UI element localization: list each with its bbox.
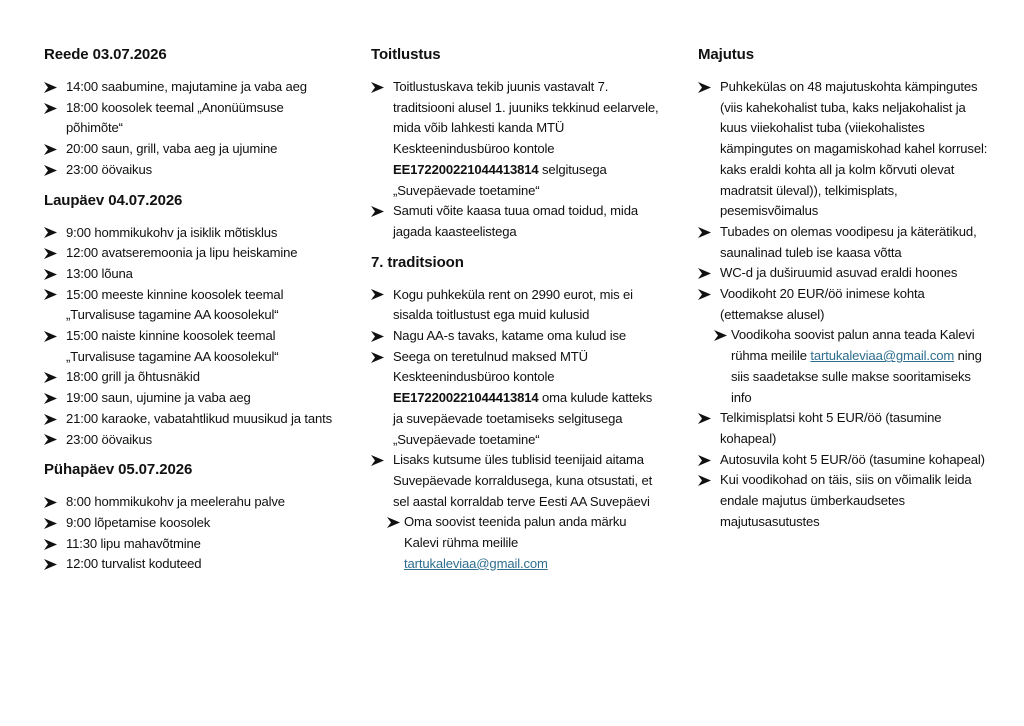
accommodation-list (698, 77, 988, 325)
catering-title: Toitlustus (371, 46, 441, 63)
day-title-sunday: Pühapäev 05.07.2026 (44, 461, 193, 479)
list-item: 8:00 hommikukohv ja meelerahu palve (44, 492, 334, 513)
tradition-sublist (387, 512, 661, 574)
list-item: Lisaks kutsume üles tublisid teenijaid aitama Suvepäevade korraldusega, kuna otsustati, et sel aastal korraldab terve Eesti AA Suvepäevi (371, 450, 661, 512)
arrowhead-bullet-icon (714, 325, 728, 346)
list-item: 20:00 saun, grill, vaba aeg ja ujumine (44, 139, 334, 160)
email-link[interactable]: tartukaleviaa@gmail.com (810, 348, 955, 364)
list-item: 23:00 öövaikus (44, 430, 334, 451)
list-item: Voodikoha soovist palun anna teada Kalevi rühma meilile tartukaleviaa@gmail.com ning siis saadetakse sulle makse sooritamiseks info (714, 325, 988, 408)
arrowhead-bullet-icon (698, 222, 712, 243)
arrowhead-bullet-icon (698, 284, 712, 305)
arrowhead-bullet-icon (44, 367, 58, 388)
day-title-saturday: Laupäev 04.07.2026 (44, 191, 183, 209)
arrowhead-bullet-icon (698, 450, 712, 471)
list-item: 18:00 grill ja õhtusnäkid (44, 367, 334, 388)
list-item: 11:30 lipu mahavõtmine (44, 534, 334, 555)
list-item: 15:00 naiste kinnine koosolek teemal „Turvalisuse tagamine AA koosolekul“ (44, 326, 334, 367)
arrowhead-bullet-icon (44, 243, 58, 264)
arrowhead-bullet-icon (44, 77, 58, 98)
list-item: 18:00 koosolek teemal „Anonüümsuse põhimõte“ (44, 98, 334, 139)
friday-schedule-list (44, 77, 334, 181)
arrowhead-bullet-icon (371, 77, 385, 98)
list-item: 21:00 karaoke, vabatahtlikud muusikud ja tants (44, 409, 334, 430)
bank-account-number: EE172200221044413814 (393, 390, 539, 406)
arrowhead-bullet-icon (44, 534, 58, 555)
arrowhead-bullet-icon (44, 409, 58, 430)
list-item: Puhkekülas on 48 majutuskohta kämpingutes (viis kahekohalist tuba, kaks neljakohalist ja kuus viiekohalist tuba (viiekohalistes kämpingutes on magamiskohad kahel korrusel: kaks eraldi kohta all ja kolm kõrvuti olevat madratsit üleval)), telkimisplats, pesemisvõimalus (698, 77, 988, 222)
tradition-list (371, 285, 661, 513)
list-item: Tubades on olemas voodipesu ja käterätikud, saunalinad tuleb ise kaasa võtta (698, 222, 988, 263)
arrowhead-bullet-icon (371, 201, 385, 222)
arrowhead-bullet-icon (44, 160, 58, 181)
arrowhead-bullet-icon (698, 470, 712, 491)
arrowhead-bullet-icon (44, 264, 58, 285)
list-item: Toitlustuskava tekib juunis vastavalt 7. traditsiooni alusel 1. juuniks tekkinud eelarvele, mida võib lahkesti kanda MTÜ Keskteenindusbüroo kontole EE172200221044413814 selgitusega „Suvepäevade toetamine“ (371, 77, 661, 201)
arrowhead-bullet-icon (44, 139, 58, 160)
arrowhead-bullet-icon (698, 263, 712, 284)
arrowhead-bullet-icon (698, 77, 712, 98)
arrowhead-bullet-icon (44, 513, 58, 534)
list-item: 9:00 lõpetamise koosolek (44, 513, 334, 534)
day-title-friday: Reede 03.07.2026 (44, 46, 167, 63)
list-item: Kui voodikohad on täis, siis on võimalik leida endale majutus ümberkaudsetes majutusasutustes (698, 470, 988, 532)
list-item: Oma soovist teenida palun anda märku Kalevi rühma meilile tartukaleviaa@gmail.com (387, 512, 661, 574)
arrowhead-bullet-icon (44, 430, 58, 451)
catering-tradition-column (371, 44, 661, 574)
list-item: 12:00 turvalist koduteed (44, 554, 334, 575)
arrowhead-bullet-icon (698, 408, 712, 429)
arrowhead-bullet-icon (371, 285, 385, 306)
accommodation-list-continued (698, 408, 988, 532)
list-item: 23:00 öövaikus (44, 160, 334, 181)
list-item: 12:00 avatseremoonia ja lipu heiskamine (44, 243, 334, 264)
sunday-schedule-list (44, 492, 334, 575)
list-item: WC-d ja duširuumid asuvad eraldi hoones (698, 263, 988, 284)
schedule-column (44, 44, 334, 575)
list-item: 13:00 lõuna (44, 264, 334, 285)
list-item: Voodikoht 20 EUR/öö inimese kohta (ettemakse alusel) (698, 284, 988, 325)
list-item: 19:00 saun, ujumine ja vaba aeg (44, 388, 334, 409)
arrowhead-bullet-icon (387, 512, 401, 533)
arrowhead-bullet-icon (371, 326, 385, 347)
list-item: 15:00 meeste kinnine koosolek teemal „Turvalisuse tagamine AA koosolekul“ (44, 285, 334, 326)
list-item: Seega on teretulnud maksed MTÜ Keskteenindusbüroo kontole EE172200221044413814 oma kulude katteks ja suvepäevade toetamiseks selgitusega „Suvepäevade toetamine“ (371, 347, 661, 451)
list-item: Kogu puhkeküla rent on 2990 eurot, mis ei sisalda toitlustust ega muid kulusid (371, 285, 661, 326)
arrowhead-bullet-icon (44, 98, 58, 119)
list-item: 9:00 hommikukohv ja isiklik mõtisklus (44, 223, 334, 244)
arrowhead-bullet-icon (44, 223, 58, 244)
arrowhead-bullet-icon (371, 450, 385, 471)
accommodation-title: Majutus (698, 46, 754, 63)
email-link[interactable]: tartukaleviaa@gmail.com (404, 555, 548, 571)
list-item: 14:00 saabumine, majutamine ja vaba aeg (44, 77, 334, 98)
catering-list (371, 77, 661, 243)
arrowhead-bullet-icon (44, 326, 58, 347)
arrowhead-bullet-icon (44, 554, 58, 575)
arrowhead-bullet-icon (44, 492, 58, 513)
arrowhead-bullet-icon (44, 285, 58, 306)
list-item: Telkimisplatsi koht 5 EUR/öö (tasumine kohapeal) (698, 408, 988, 449)
saturday-schedule-list (44, 223, 334, 451)
list-item: Autosuvila koht 5 EUR/öö (tasumine kohapeal) (698, 450, 988, 471)
tradition-title: 7. traditsioon (371, 253, 464, 271)
accommodation-sublist (714, 325, 988, 408)
list-item: Samuti võite kaasa tuua omad toidud, mida jagada kaasteelistega (371, 201, 661, 242)
arrowhead-bullet-icon (44, 388, 58, 409)
arrowhead-bullet-icon (371, 347, 385, 368)
accommodation-column (698, 44, 988, 532)
bank-account-number: EE172200221044413814 (393, 161, 539, 177)
list-item: Nagu AA-s tavaks, katame oma kulud ise (371, 326, 661, 347)
